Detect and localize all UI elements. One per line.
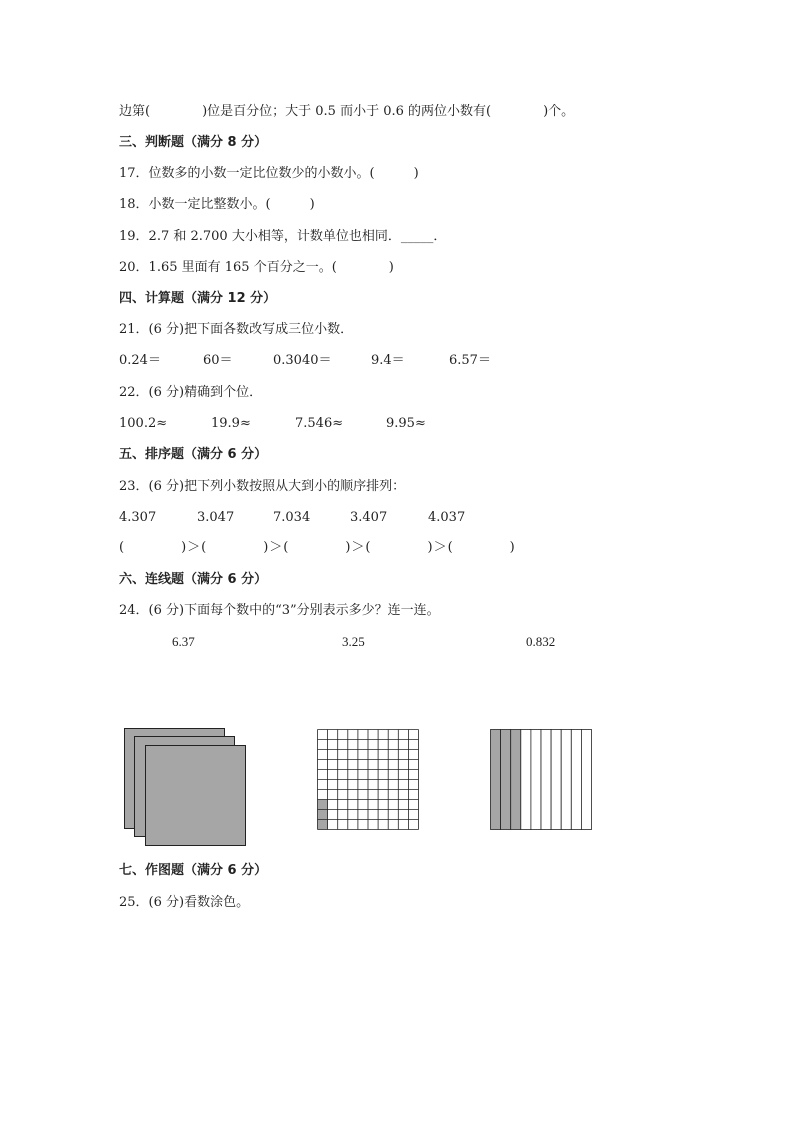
grid-shaded-cell bbox=[318, 820, 328, 830]
section-3-heading: 三、判断题（满分 8 分） bbox=[119, 135, 268, 150]
hundred-grid-figure bbox=[316, 728, 422, 832]
grid-shaded-cell bbox=[318, 800, 328, 810]
question-23: 23．(6 分)把下列小数按照从大到小的顺序排列： bbox=[119, 479, 406, 494]
q23-number: 3.047 bbox=[197, 510, 235, 525]
q23-number: 3.407 bbox=[350, 510, 388, 525]
q24-number: 3.25 bbox=[342, 634, 365, 649]
q22-item: 100.2≈ bbox=[119, 416, 168, 431]
strip-column bbox=[541, 730, 551, 830]
strip-column bbox=[521, 730, 531, 830]
q23-number: 4.307 bbox=[119, 510, 157, 525]
q24-number: 6.37 bbox=[172, 634, 195, 649]
strip-shaded-column bbox=[491, 730, 501, 830]
section-7-heading: 七、作图题（满分 6 分） bbox=[119, 863, 268, 878]
q22-item: 19.9≈ bbox=[211, 416, 251, 431]
question-22: 22．(6 分)精确到个位． bbox=[119, 385, 263, 400]
question-20: 20．1.65 里面有 165 个百分之一。( ) bbox=[119, 260, 394, 275]
q23-number: 4.037 bbox=[428, 510, 466, 525]
strip-shaded-column bbox=[511, 730, 521, 830]
q23-number: 7.034 bbox=[273, 510, 311, 525]
section-4-heading: 四、计算题（满分 12 分） bbox=[119, 291, 277, 306]
q21-item: 6.57＝ bbox=[449, 353, 491, 368]
question-25: 25．(6 分)看数涂色。 bbox=[119, 895, 250, 910]
q21-item: 60＝ bbox=[203, 353, 233, 368]
grid-shaded-cell bbox=[318, 810, 328, 820]
question-19: 19．2.7 和 2.700 大小相等，计数单位也相同．_____． bbox=[119, 229, 447, 244]
section-5-heading: 五、排序题（满分 6 分） bbox=[119, 447, 268, 462]
q22-item: 7.546≈ bbox=[295, 416, 344, 431]
question-21: 21．(6 分)把下面各数改写成三位小数． bbox=[119, 322, 354, 337]
q21-item: 9.4＝ bbox=[371, 353, 405, 368]
q16-continuation: 边第( )位是百分位；大于 0.5 而小于 0.6 的两位小数有( )个。 bbox=[119, 104, 575, 119]
q21-item: 0.3040＝ bbox=[273, 353, 332, 368]
strip-column bbox=[531, 730, 541, 830]
question-17: 17．位数多的小数一定比位数少的小数小。( ) bbox=[119, 166, 419, 181]
stacked-squares-figure bbox=[120, 724, 252, 850]
q21-item: 0.24＝ bbox=[119, 353, 161, 368]
q24-number: 0.832 bbox=[526, 634, 556, 649]
q23-answer-blanks[interactable]: ( )＞( )＞( )＞( )＞( ) bbox=[119, 540, 516, 555]
q22-item: 9.95≈ bbox=[386, 416, 426, 431]
strip-column bbox=[561, 730, 571, 830]
section-6-heading: 六、连线题（满分 6 分） bbox=[119, 572, 268, 587]
tenths-strip-figure bbox=[489, 728, 595, 832]
question-24: 24．(6 分)下面每个数中的“3”分别表示多少？连一连。 bbox=[119, 603, 440, 618]
question-18: 18．小数一定比整数小。( ) bbox=[119, 197, 315, 212]
strip-column bbox=[571, 730, 581, 830]
strip-column bbox=[581, 730, 591, 830]
strip-shaded-column bbox=[501, 730, 511, 830]
strip-column bbox=[551, 730, 561, 830]
